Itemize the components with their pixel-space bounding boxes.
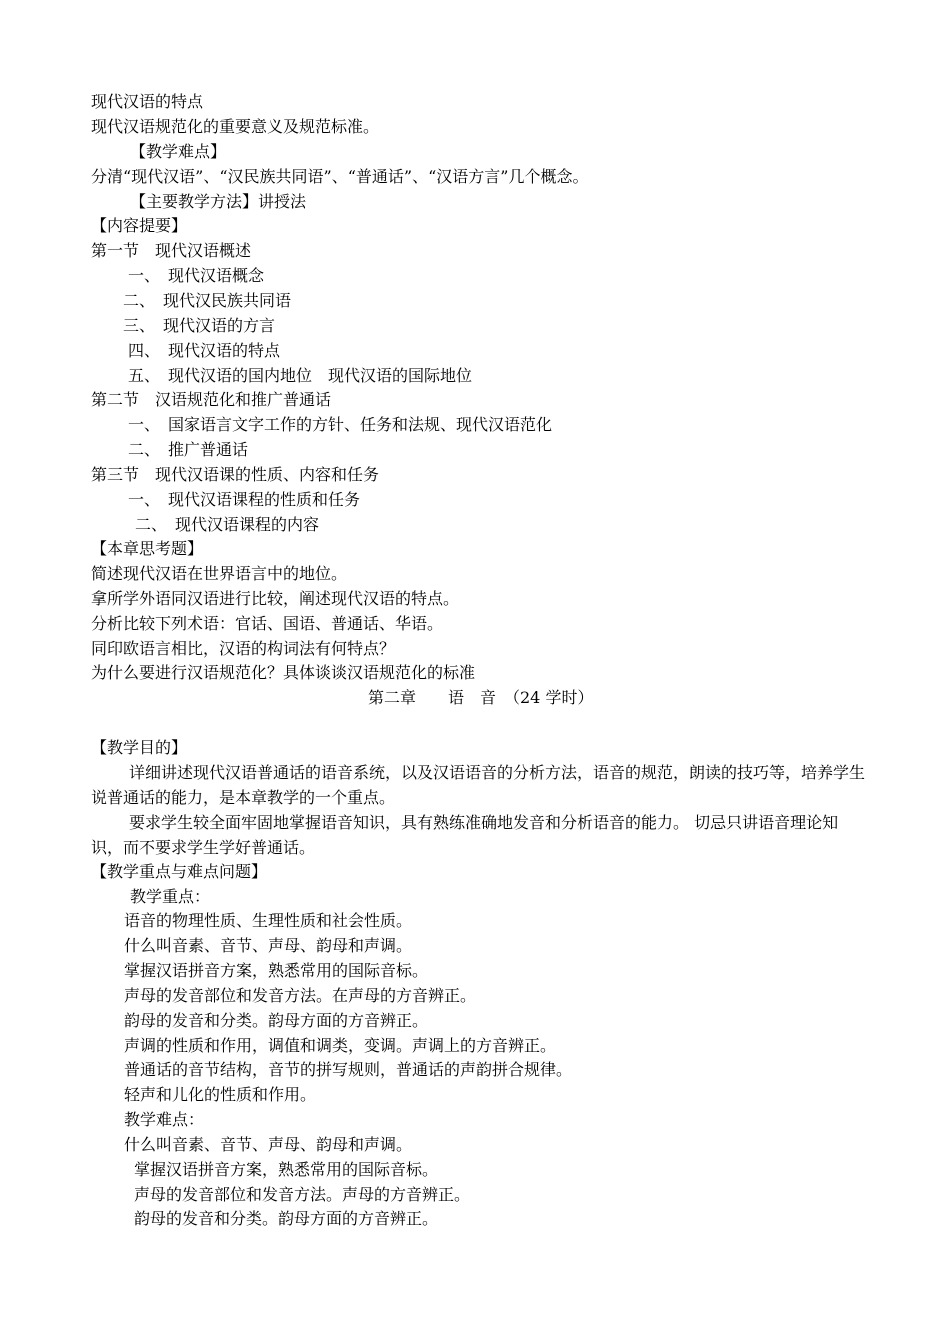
- question-item: 简述现代汉语在世界语言中的地位。: [91, 564, 348, 583]
- key-item: 声母的发音部位和发音方法。在声母的方音辨正。: [124, 986, 477, 1005]
- aims-paragraph: 要求学生较全面牢固地掌握语音知识，具有熟练准确地发音和分析语音的能力。 切忌只讲语音理论知识，而不要求学生学好普通话。: [91, 813, 839, 857]
- key-item: 语音的物理性质、生理性质和社会性质。: [124, 911, 413, 930]
- difficulty-item: 声母的发音部位和发音方法。声母的方音辨正。: [134, 1185, 471, 1204]
- outline-item: 二、 推广普通话: [128, 440, 249, 459]
- question-item: 同印欧语言相比，汉语的构词法有何特点？: [91, 639, 396, 658]
- difficulty-item: 什么叫音素、音节、声母、韵母和声调。: [124, 1135, 413, 1154]
- outline-item: 一、 现代汉语概念: [128, 266, 265, 285]
- key-item: 什么叫音素、音节、声母、韵母和声调。: [124, 936, 413, 955]
- question-item: 为什么要进行汉语规范化？具体谈谈汉语规范化的标准: [91, 663, 476, 682]
- question-item: 拿所学外语同汉语进行比较，阐述现代汉语的特点。: [91, 589, 460, 608]
- difficulty-item: 掌握汉语拼音方案，熟悉常用的国际音标。: [134, 1160, 439, 1179]
- outline-item: 五、 现代汉语的国内地位 现代汉语的国际地位: [128, 366, 473, 385]
- section-heading: 第三节 现代汉语课的性质、内容和任务: [91, 465, 380, 484]
- outline-item: 三、 现代汉语的方言: [123, 316, 276, 335]
- question-item: 分析比较下列术语：官话、国语、普通话、华语。: [91, 614, 444, 633]
- difficulty-text: 分清“现代汉语”、“汉民族共同语”、“普通话”、“汉语方言”几个概念。: [91, 167, 589, 186]
- key-item: 韵母的发音和分类。韵母方面的方音辨正。: [124, 1011, 429, 1030]
- outline-heading: 【内容提要】: [91, 216, 188, 235]
- section-heading: 第二节 汉语规范化和推广普通话: [91, 390, 332, 409]
- difficulty-heading: 【教学难点】: [130, 142, 227, 161]
- teaching-method: 【主要教学方法】讲授法: [130, 192, 307, 211]
- outline-item: 二、 现代汉民族共同语: [123, 291, 292, 310]
- aims-paragraph: 详细讲述现代汉语普通话的语音系统，以及汉语语音的分析方法，语音的规范，朗读的技巧等，培养学生说普通话的能力，是本章教学的一个重点。: [91, 763, 866, 807]
- difficulty-label: 教学难点：: [124, 1110, 205, 1129]
- goal-item: 现代汉语规范化的重要意义及规范标准。: [91, 117, 380, 136]
- key-item: 声调的性质和作用，调值和调类，变调。声调上的方音辨正。: [124, 1036, 557, 1055]
- difficulty-item: 韵母的发音和分类。韵母方面的方音辨正。: [134, 1209, 439, 1228]
- key-item: 普通话的音节结构，音节的拼写规则，普通话的声韵拼合规律。: [124, 1060, 573, 1079]
- key-item: 掌握汉语拼音方案，熟悉常用的国际音标。: [124, 961, 429, 980]
- outline-item: 四、 现代汉语的特点: [128, 341, 281, 360]
- aims-heading: 【教学目的】: [91, 738, 188, 757]
- chapter-title: 第二章 语 音 （24 学时）: [368, 688, 594, 707]
- keypoints-heading: 【教学重点与难点问题】: [91, 862, 268, 881]
- key-item: 轻声和儿化的性质和作用。: [124, 1085, 317, 1104]
- questions-heading: 【本章思考题】: [91, 539, 204, 558]
- section-heading: 第一节 现代汉语概述: [91, 241, 252, 260]
- goal-item: 现代汉语的特点: [91, 92, 204, 111]
- key-label: 教学重点：: [130, 887, 211, 906]
- outline-item: 二、 现代汉语课程的内容: [135, 515, 320, 534]
- outline-item: 一、 现代汉语课程的性质和任务: [128, 490, 361, 509]
- outline-item: 一、 国家语言文字工作的方针、任务和法规、现代汉语范化: [128, 415, 553, 434]
